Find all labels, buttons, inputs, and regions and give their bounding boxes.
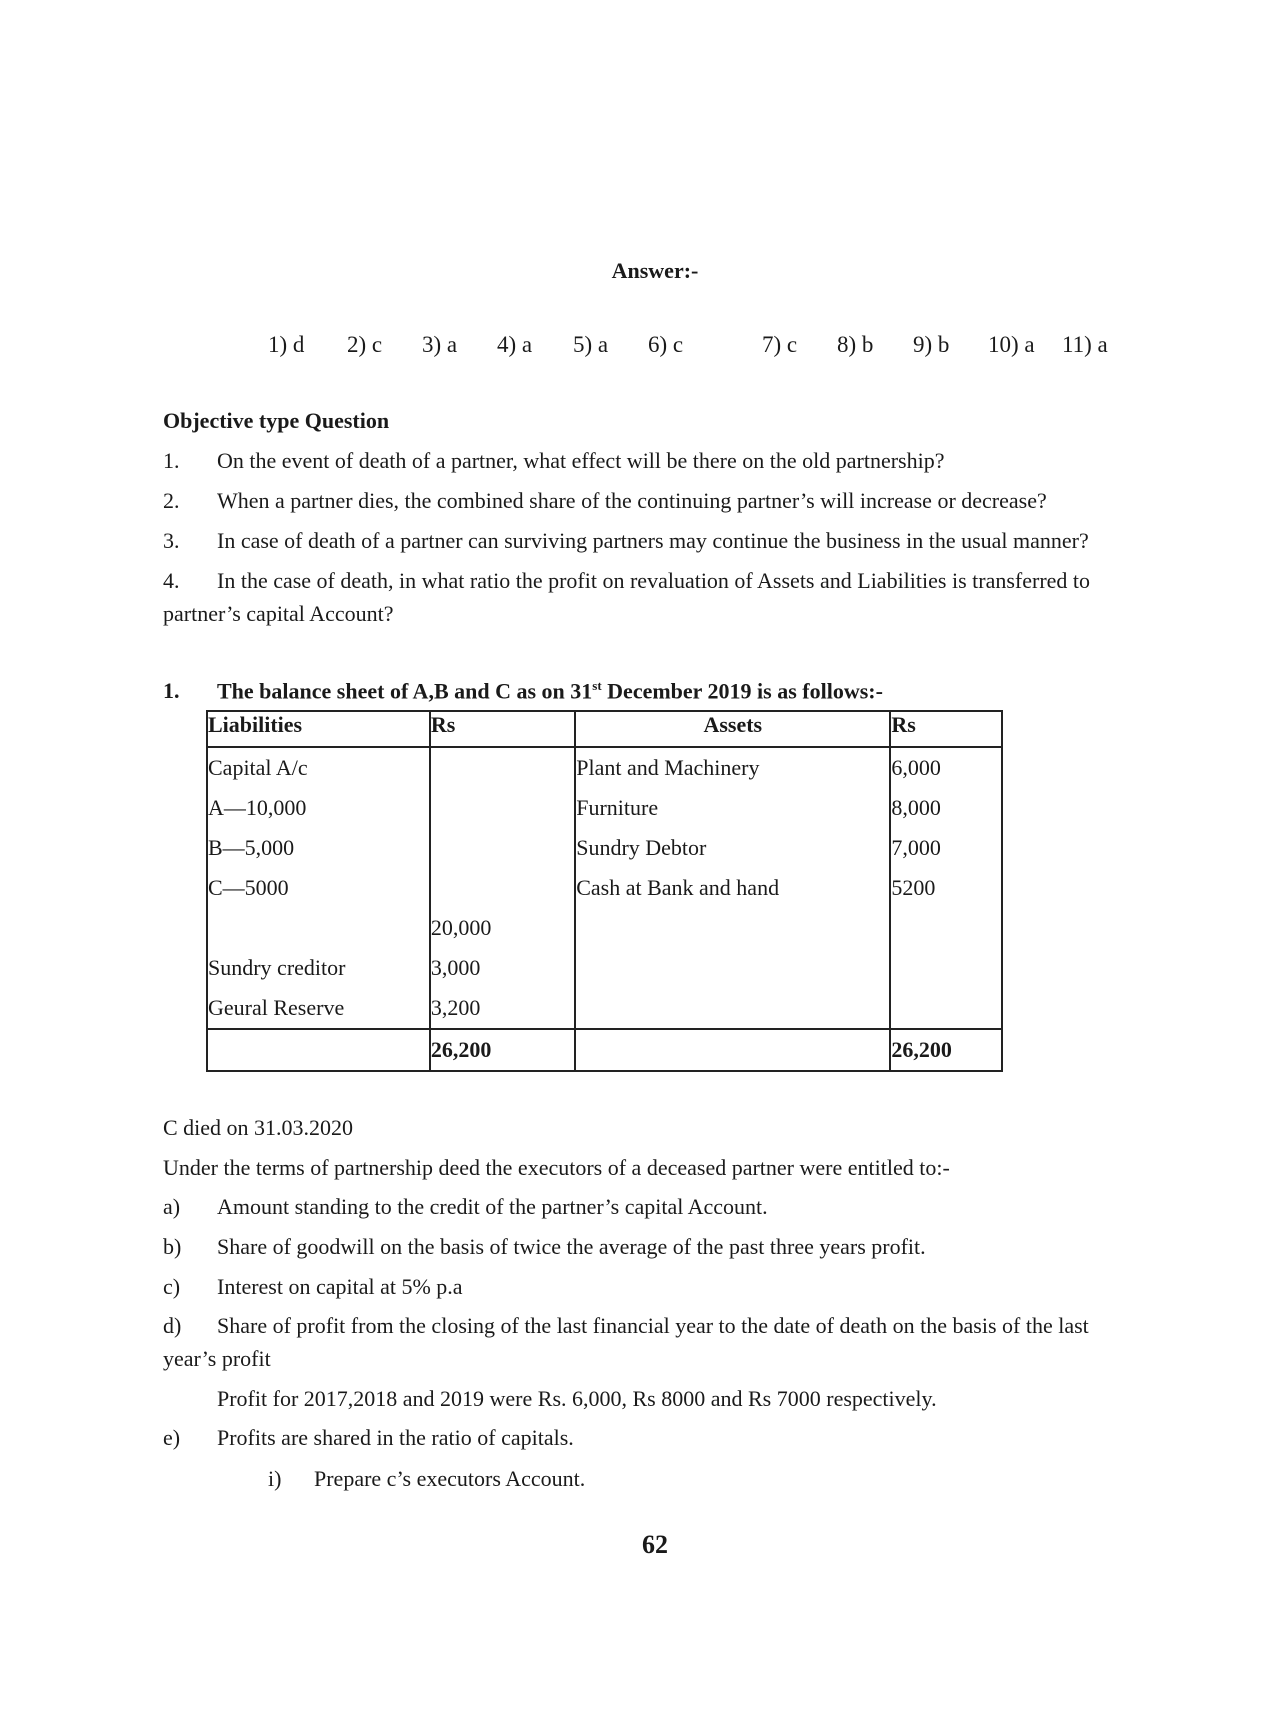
rs-header: Rs xyxy=(890,711,1002,747)
total-label-cell xyxy=(575,1029,890,1071)
asset-cell: Cash at Bank and hand xyxy=(575,868,890,908)
question-number: 2. xyxy=(163,488,180,513)
answer-item: 2) c xyxy=(347,332,383,357)
answer-item: 1) d xyxy=(268,332,305,357)
liability-amount-cell: 3,200 xyxy=(430,988,575,1029)
problem-number: 1. xyxy=(163,678,180,703)
table-row xyxy=(207,747,1002,788)
rs-header: Rs xyxy=(430,711,575,747)
question-text-continuation: partner’s capital Account? xyxy=(163,601,394,626)
liability-cell: Geural Reserve xyxy=(207,988,430,1029)
asset-cell xyxy=(575,908,890,948)
assets-header: Assets xyxy=(575,711,890,747)
asset-amount-cell: 5200 xyxy=(890,868,1002,908)
task-text: Prepare c’s executors Account. xyxy=(314,1466,586,1491)
answer-item: 10) a xyxy=(988,332,1035,357)
term-key: b) xyxy=(163,1234,182,1259)
liabilities-header: Liabilities xyxy=(207,711,430,747)
asset-amount-cell xyxy=(890,988,1002,1029)
asset-amount-cell: 7,000 xyxy=(890,828,1002,868)
answer-item: 7) c xyxy=(762,332,798,357)
asset-cell xyxy=(575,988,890,1029)
question-number: 4. xyxy=(163,568,180,593)
table-row xyxy=(207,788,1002,828)
term-text: Share of profit from the closing of the last financial year to the date of death on the basis of the last xyxy=(217,1313,1089,1338)
answer-item: 9) b xyxy=(913,332,950,357)
profit-note: Profit for 2017,2018 and 2019 were Rs. 6,000, Rs 8000 and Rs 7000 respectively. xyxy=(217,1386,937,1411)
answer-item: 3) a xyxy=(422,332,458,357)
table-row xyxy=(207,908,1002,948)
answer-item: 5) a xyxy=(573,332,609,357)
question-text: In the case of death, in what ratio the profit on revaluation of Assets and Liabilities is transferred to xyxy=(217,568,1091,593)
liability-cell: C—5000 xyxy=(207,868,430,908)
term-text: Amount standing to the credit of the partner’s capital Account. xyxy=(217,1194,768,1219)
asset-amount-cell xyxy=(890,908,1002,948)
asset-amount-cell: 6,000 xyxy=(890,747,1002,788)
term-key: e) xyxy=(163,1425,181,1450)
asset-cell: Plant and Machinery xyxy=(575,747,890,788)
term-key: d) xyxy=(163,1313,182,1338)
asset-amount-cell: 8,000 xyxy=(890,788,1002,828)
question-number: 1. xyxy=(163,448,180,473)
table-row xyxy=(207,948,1002,988)
liability-cell: Sundry creditor xyxy=(207,948,430,988)
asset-cell: Furniture xyxy=(575,788,890,828)
assets-total: 26,200 xyxy=(890,1029,1002,1071)
liability-amount-cell: 20,000 xyxy=(430,908,575,948)
table-row xyxy=(207,988,1002,1029)
term-key: c) xyxy=(163,1274,181,1299)
term-text: Profits are shared in the ratio of capitals. xyxy=(217,1425,574,1450)
answer-item: 8) b xyxy=(837,332,874,357)
asset-cell xyxy=(575,948,890,988)
asset-amount-cell xyxy=(890,948,1002,988)
liability-amount-cell xyxy=(430,828,575,868)
task-key: i) xyxy=(268,1466,282,1491)
total-row xyxy=(207,1029,1002,1071)
term-key: a) xyxy=(163,1194,181,1219)
liability-cell: A—10,000 xyxy=(207,788,430,828)
term-text: Share of goodwill on the basis of twice the average of the past three years profit. xyxy=(217,1234,926,1259)
question-number: 3. xyxy=(163,528,180,553)
answer-heading: Answer:- xyxy=(611,258,699,283)
answer-item: 6) c xyxy=(648,332,684,357)
balance-sheet-table xyxy=(206,710,1003,1072)
liability-cell: Capital A/c xyxy=(207,747,430,788)
table-header-row xyxy=(207,711,1002,747)
deed-intro: Under the terms of partnership deed the executors of a deceased partner were entitled to:- xyxy=(163,1155,950,1180)
problem-title: The balance sheet of A,B and C as on 31st December 2019 is as follows:- xyxy=(217,678,883,704)
term-text: Interest on capital at 5% p.a xyxy=(217,1274,463,1299)
liability-amount-cell: 3,000 xyxy=(430,948,575,988)
asset-cell: Sundry Debtor xyxy=(575,828,890,868)
answer-item: 11) a xyxy=(1062,332,1108,357)
question-text: In case of death of a partner can surviving partners may continue the business in the usual manner? xyxy=(217,528,1089,553)
table-row xyxy=(207,868,1002,908)
question-text: When a partner dies, the combined share of the continuing partner’s will increase or decrease? xyxy=(217,488,1047,513)
term-text-continuation: year’s profit xyxy=(163,1346,271,1371)
question-text: On the event of death of a partner, what effect will be there on the old partnership? xyxy=(217,448,945,473)
page-number: 62 xyxy=(642,1530,668,1559)
liability-amount-cell xyxy=(430,868,575,908)
death-note: C died on 31.03.2020 xyxy=(163,1115,354,1140)
answer-item: 4) a xyxy=(497,332,533,357)
objective-heading: Objective type Question xyxy=(163,408,390,433)
total-label-cell xyxy=(207,1029,430,1071)
table-row xyxy=(207,828,1002,868)
liability-cell: B—5,000 xyxy=(207,828,430,868)
liability-cell xyxy=(207,908,430,948)
liability-amount-cell xyxy=(430,788,575,828)
liability-amount-cell xyxy=(430,747,575,788)
liabilities-total: 26,200 xyxy=(430,1029,575,1071)
